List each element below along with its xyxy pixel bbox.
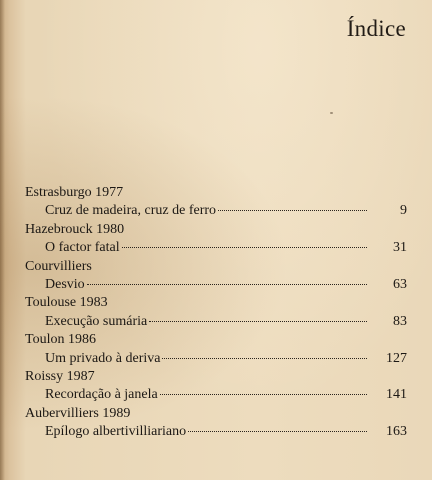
entry-title: O factor fatal [45,240,120,256]
toc-section [25,405,407,442]
entry-title: Um privado à deriva [45,350,161,366]
page-number: 83 [393,313,407,329]
section-place: Estrasburgo 1977 [25,185,124,200]
entry-title: Recordação à janela [45,387,158,403]
entry-title: Desvio [45,277,85,293]
entry-title: Cruz de madeira, cruz de ferro [45,203,217,219]
toc-section [25,221,407,258]
toc-entry [45,239,407,257]
page-number: 141 [386,387,407,403]
dot-leader [188,431,367,432]
toc-entry [45,202,407,220]
page-number: 9 [400,203,407,219]
dot-leader [162,358,367,359]
toc-section [25,258,407,295]
page-number: 63 [393,277,407,293]
table-of-contents [25,184,407,442]
toc-entry [45,276,407,294]
paper-speck [330,112,333,114]
toc-entry [45,386,407,404]
dot-leader [149,321,367,322]
toc-section [25,184,407,221]
toc-entry [45,350,407,368]
dot-leader [122,247,367,248]
page-title: Índice [346,16,406,41]
section-place: Toulon 1986 [25,332,96,348]
dot-leader [87,284,367,285]
dot-leader [218,210,367,211]
section-place: Roissy 1987 [25,369,95,385]
section-place: Toulouse 1983 [25,295,108,311]
section-place: Hazebrouck 1980 [25,221,125,237]
dot-leader [160,394,367,395]
page-number: 127 [386,350,407,366]
toc-section [25,294,407,331]
toc-section [25,368,407,405]
toc-entry [45,313,407,331]
toc-section [25,331,407,368]
entry-title: Epílogo albertivilliariano [45,424,187,440]
page-number: 163 [386,424,407,440]
section-place: Aubervilliers 1989 [25,405,131,421]
toc-entry [45,423,407,441]
entry-title: Execução sumária [45,313,148,329]
page-number: 31 [393,240,407,256]
section-place: Courvilliers [25,258,92,274]
